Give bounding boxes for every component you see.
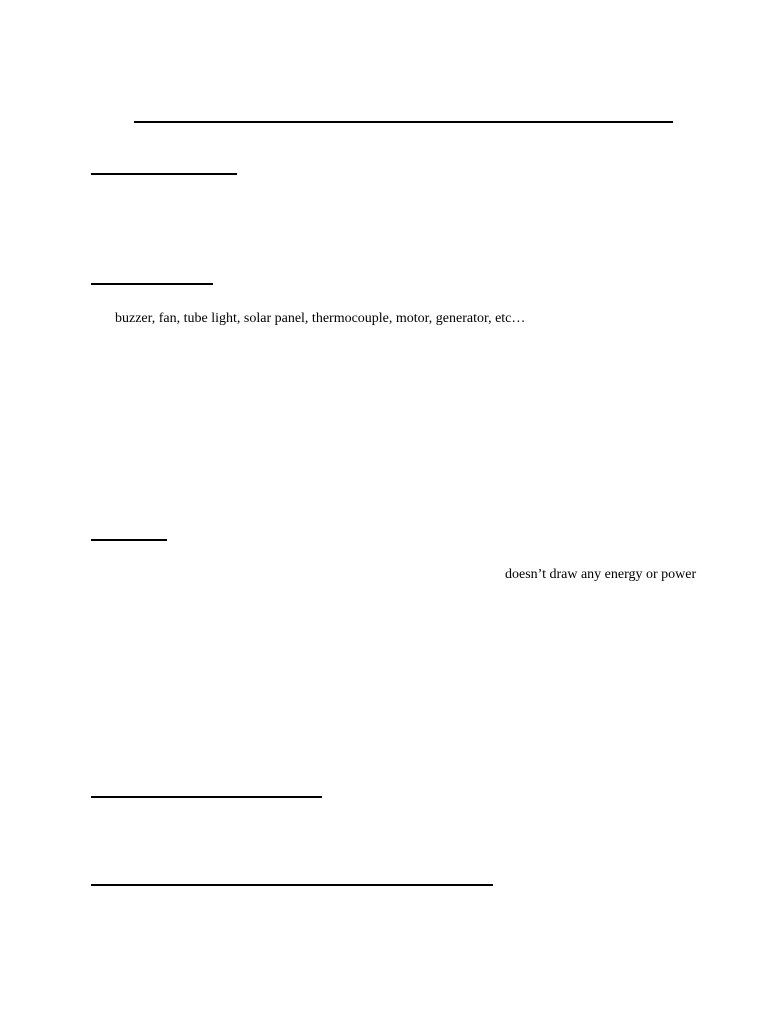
title-underline bbox=[134, 121, 673, 123]
examples-text: buzzer, fan, tube light, solar panel, thermocouple, motor, generator, etc… bbox=[115, 311, 526, 326]
section-heading-underline-3 bbox=[91, 539, 167, 541]
section-heading-underline-4 bbox=[91, 796, 322, 798]
passive-description-text: doesn’t draw any energy or power bbox=[505, 567, 697, 582]
section-heading-underline-5 bbox=[91, 884, 493, 886]
section-heading-underline-2 bbox=[91, 283, 213, 285]
section-heading-underline-1 bbox=[91, 173, 237, 175]
